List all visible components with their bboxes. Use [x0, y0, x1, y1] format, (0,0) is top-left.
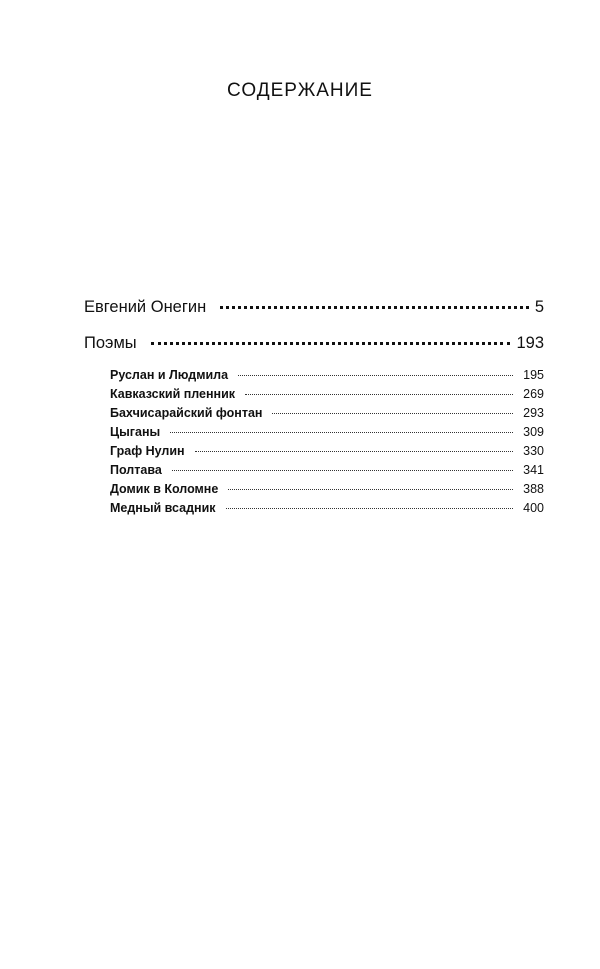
toc-subentry-page: 341	[523, 463, 544, 477]
toc-subentry-page: 195	[523, 368, 544, 382]
dot-leader	[228, 489, 513, 490]
toc-subentry[interactable]	[110, 463, 544, 482]
toc-subentry[interactable]	[110, 387, 544, 406]
toc-subentry-title: Кавказский пленник	[110, 387, 236, 401]
toc-subentry-page: 309	[523, 425, 544, 439]
poems-list	[110, 368, 544, 520]
toc-subentry[interactable]	[110, 406, 544, 425]
toc-subentry-title: Цыганы	[110, 425, 161, 439]
dot-leader	[220, 306, 529, 309]
dot-leader	[172, 470, 513, 471]
dot-leader	[151, 342, 511, 345]
toc-subentry-title: Руслан и Людмила	[110, 368, 229, 382]
toc-subentry-page: 388	[523, 482, 544, 496]
toc-subentry-page: 293	[523, 406, 544, 420]
toc-subentry-page: 330	[523, 444, 544, 458]
toc-subentry-title: Бахчисарайский фонтан	[110, 406, 263, 420]
toc-entry-evgeny-onegin[interactable]	[84, 298, 544, 326]
dot-leader	[195, 451, 514, 452]
toc-subentry[interactable]	[110, 368, 544, 387]
toc-subentry-title: Медный всадник	[110, 501, 216, 515]
toc-subentry-page: 269	[523, 387, 544, 401]
toc-subentry[interactable]	[110, 482, 544, 501]
toc-subentry-title: Домик в Коломне	[110, 482, 219, 496]
toc-subentry-title: Полтава	[110, 463, 162, 477]
toc-subentry-page: 400	[523, 501, 544, 515]
toc-subentry-title: Граф Нулин	[110, 444, 185, 458]
toc-entry-page: 5	[534, 298, 544, 316]
dot-leader	[238, 375, 513, 376]
dot-leader	[245, 394, 513, 395]
toc-subentry[interactable]	[110, 425, 544, 444]
toc-subentry[interactable]	[110, 444, 544, 463]
toc-entry-poemy[interactable]	[84, 334, 544, 362]
toc-entry-title: Поэмы	[84, 334, 137, 352]
dot-leader	[272, 413, 513, 414]
dot-leader	[226, 508, 514, 509]
toc-entry-title: Евгений Онегин	[84, 298, 207, 316]
table-of-contents	[84, 298, 544, 520]
toc-subentry[interactable]	[110, 501, 544, 520]
toc-entry-page: 193	[516, 334, 544, 352]
dot-leader	[170, 432, 513, 433]
page-title: СОДЕРЖАНИЕ	[227, 80, 373, 101]
